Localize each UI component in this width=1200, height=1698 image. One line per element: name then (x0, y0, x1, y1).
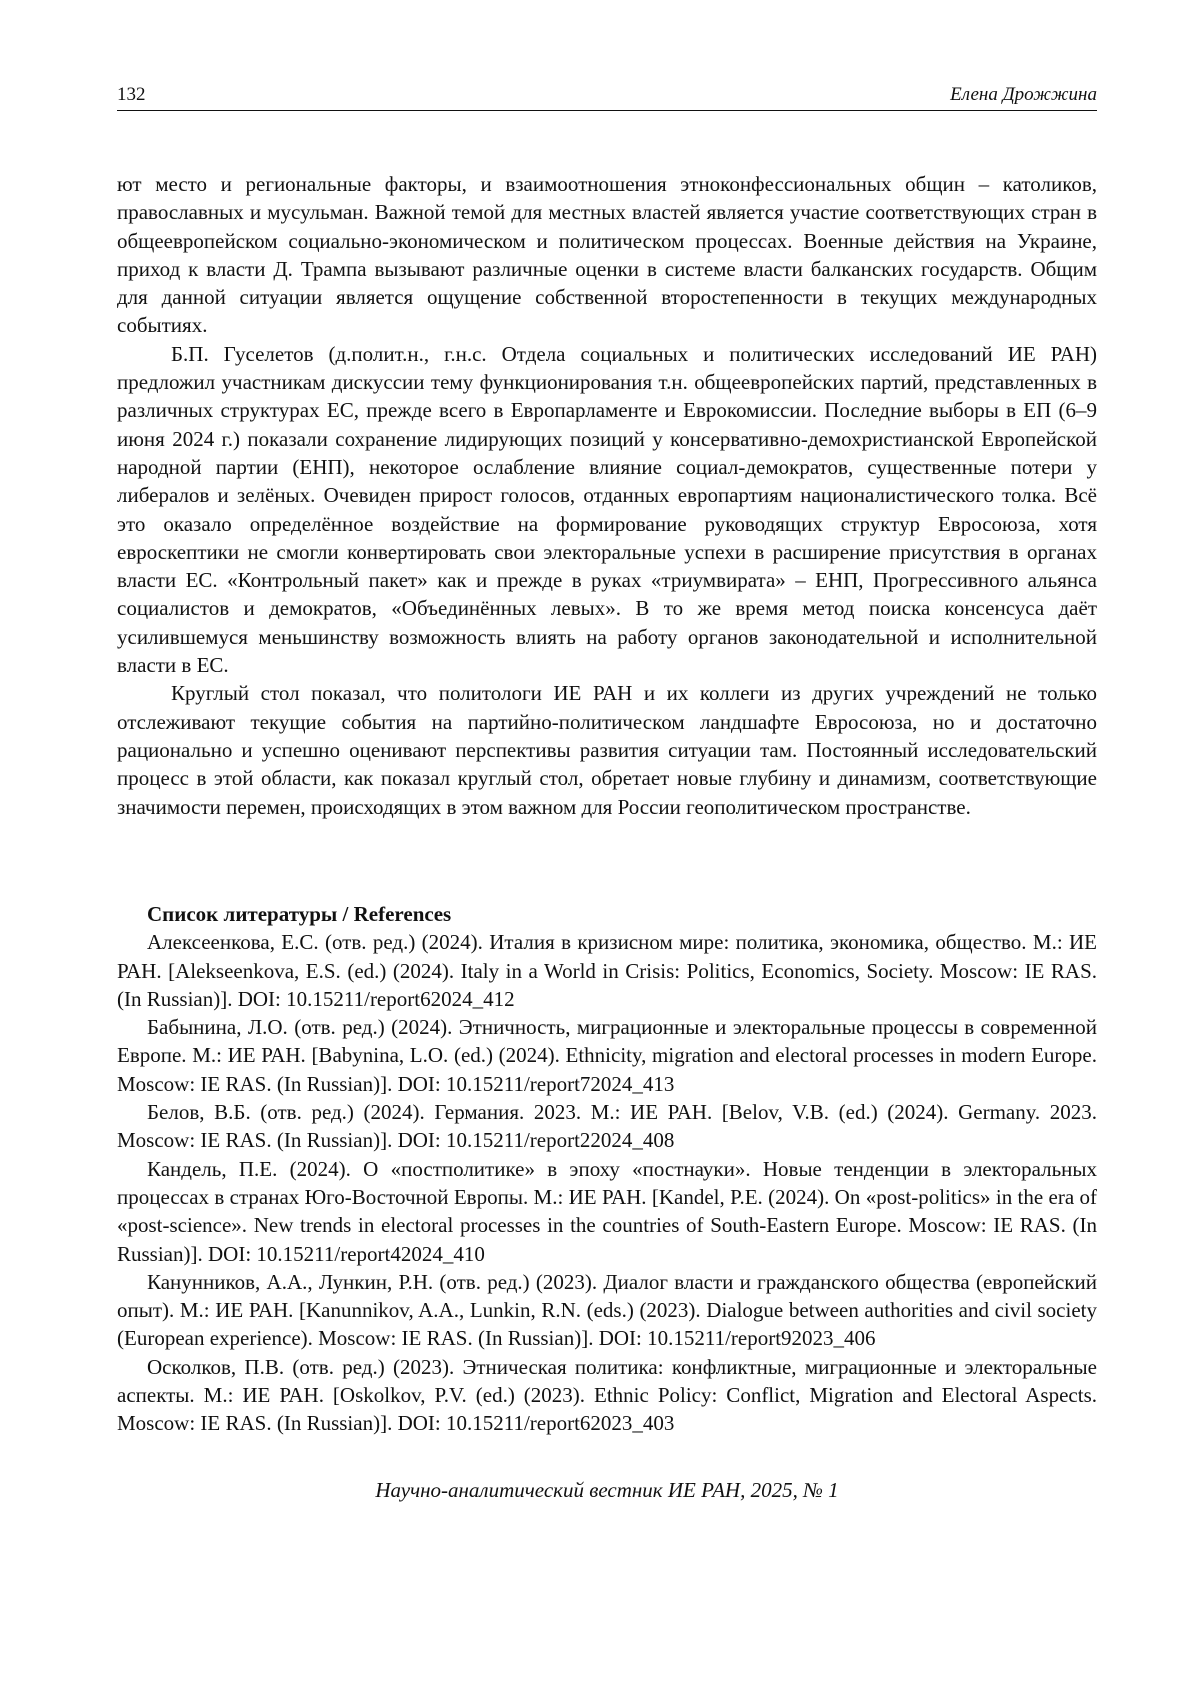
references-section (117, 900, 1097, 1438)
reference-item: Осколков, П.В. (отв. ред.) (2023). Этническая политика: конфликтные, миграционные и электоральные аспекты. М.: ИЕ РАН. [Oskolkov, P.V. (ed.) (2023). Ethnic Policy: Conflict, Migration and Electoral Aspects. Moscow: IE RAS. (In Russian)]. DOI: 10.15211/report62023_403 (117, 1354, 1097, 1436)
running-header (117, 84, 1097, 111)
references-heading: Список литературы / References (147, 902, 452, 926)
reference-item: Белов, В.Б. (отв. ред.) (2024). Германия. 2023. М.: ИЕ РАН. [Belov, V.B. (ed.) (2024). Germany. 2023. Moscow: IE RAS. (In Russian)]. DOI: 10.15211/report22024_408 (117, 1100, 1097, 1153)
page-number: 132 (117, 84, 146, 105)
reference-item: Кандель, П.Е. (2024). О «постполитике» в эпоху «постнауки». Новые тенденции в электоральных процессах в странах Юго-Восточной Европы. М.: ИЕ РАН. [Kandel, P.E. (2024). On «post-politics» in the era of «post-science». New trends in electoral processes in the countries of South-Eastern Europe. Moscow: IE RAS. (In Russian)]. DOI: 10.15211/report42024_410 (117, 1156, 1097, 1266)
paragraph-conclusion: Круглый стол показал, что политологи ИЕ РАН и их коллеги из других учреждений не только отслеживают текущие события на партийно-политическом ландшафте Евросоюза, но и достаточно рационально и успешно оценивают перспективы развития ситуации там. Постоянный исследовательский процесс в этой области, как показал круглый стол, обретает новые глубину и динамизм, соответствующие значимости перемен, происходящих в этом важном для России геополитическом пространстве. (117, 681, 1097, 819)
journal-footer: Научно-аналитический вестник ИЕ РАН, 2025, № 1 (375, 1478, 839, 1502)
reference-item: Бабынина, Л.О. (отв. ред.) (2024). Этничность, миграционные и электоральные процессы в современной Европе. М.: ИЕ РАН. [Babynina, L.O. (ed.) (2024). Ethnicity, migration and electoral processes in modern Europe. Moscow: IE RAS. (In Russian)]. DOI: 10.15211/report72024_413 (117, 1015, 1097, 1096)
body-text (117, 170, 1097, 821)
reference-item: Канунников, А.А., Лункин, Р.Н. (отв. ред.) (2023). Диалог власти и гражданского общества (европейский опыт). М.: ИЕ РАН. [Kanunnikov, A.A., Lunkin, R.N. (eds.) (2023). Dialogue between authorities and civil society (European experience). Moscow: IE RAS. (In Russian)]. DOI: 10.15211/report92023_406 (117, 1269, 1097, 1351)
paragraph-guseletov: Б.П. Гуселетов (д.полит.н., г.н.с. Отдела социальных и политических исследований ИЕ РАН) предложил участникам дискуссии тему функционирования т.н. общеевропейских партий, представленных в различных структурах ЕС, прежде всего в Европарламенте и Еврокомиссии. Последние выборы в ЕП (6–9 июня 2024 г.) показали сохранение лидирующих позиций у консервативно-демохристианской Европейской народной партии (ЕНП), некоторое ослабление влияние социал-демократов, существенные потери у либералов и зелёных. Очевиден прирост голосов, отданных европартиям националистического толка. Всё это оказало определённое воздействие на формирование руководящих структур Евросоюза, хотя евроскептики не смогли конвертировать свои электоральные успехи в расширение присутствия в органах власти ЕС. «Контрольный пакет» как и прежде в руках «триумвирата» – ЕНП, Прогрессивного альянса социалистов и демократов, «Объединённых левых». В то же время метод поиска консенсуса даёт усилившемуся меньшинству возможность влиять на работу органов законодательной и исполнительной власти в ЕС. (117, 341, 1097, 678)
paragraph-continuation: ют место и региональные факторы, и взаимоотношения этноконфессиональных общин – католиков, православных и мусульман. Важной темой для местных властей является участие соответствующих стран в общеевропейском социально-экономическом и политическом процессах. Военные действия на Украине, приход к власти Д. Трампа вызывают различные оценки в системе власти балканских государств. Общим для данной ситуации является ощущение собственной второстепенности в текущих международных событиях. (117, 172, 1097, 338)
author-name: Елена Дрожжина (950, 84, 1097, 105)
reference-item: Алексеенкова, Е.С. (отв. ред.) (2024). Италия в кризисном мире: политика, экономика, общество. М.: ИЕ РАН. [Alekseenkova, E.S. (ed.) (2024). Italy in a World in Crisis: Politics, Economics, Society. Moscow: IE RAS. (In Russian)]. DOI: 10.15211/report62024_412 (117, 930, 1097, 1011)
